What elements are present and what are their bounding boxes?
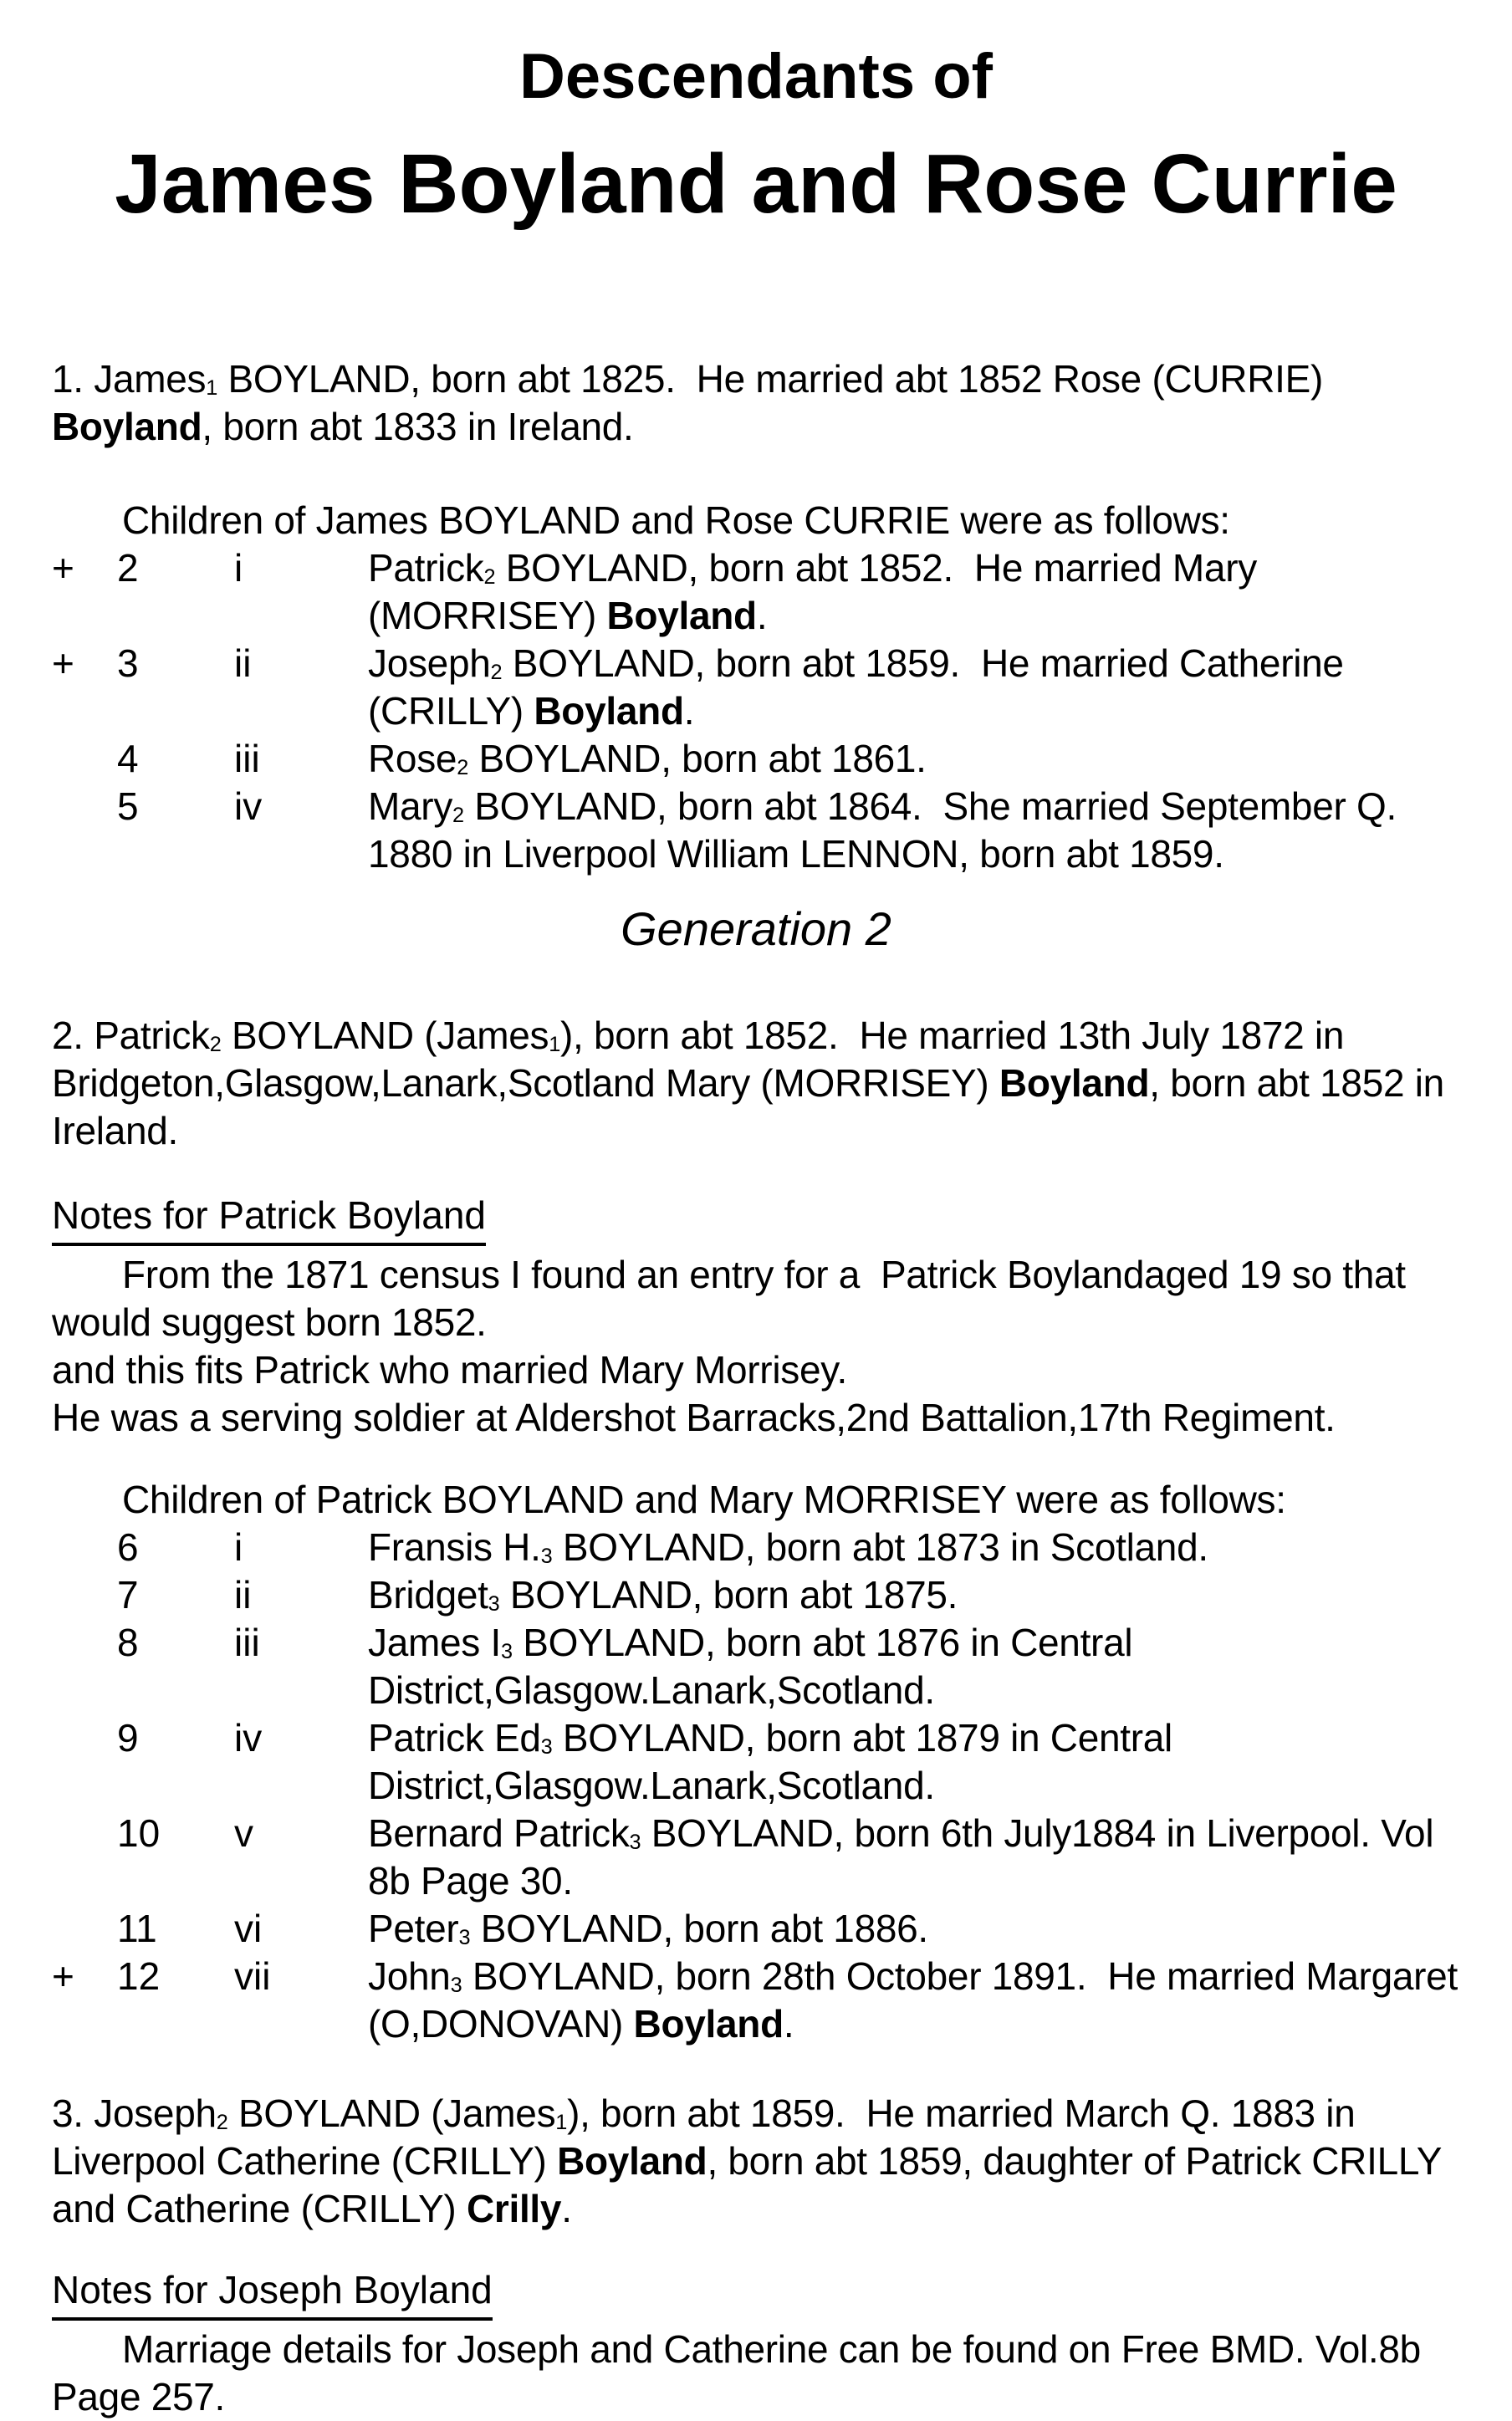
child-row xyxy=(52,1905,1460,1953)
text-segment: Marriage details for Joseph and Catherine can be found on Free BMD. Vol.8b xyxy=(122,2327,1421,2371)
generation-2-heading: Generation 2 xyxy=(621,902,891,955)
child-roman-numeral: ii xyxy=(234,1573,252,1617)
person-1-entry xyxy=(52,355,1460,451)
child-roman-numeral: vii xyxy=(234,1954,271,1998)
text-segment: 1880 in Liverpool William LENNON, born abt 1859. xyxy=(368,832,1224,876)
generation-subscript: 3 xyxy=(450,1974,462,1998)
text-segment: BOYLAND, born 28th October 1891. He married Margaret xyxy=(462,1954,1458,1998)
child-text xyxy=(368,1619,1460,1714)
person-2-notes-heading xyxy=(52,1192,1460,1246)
child-roman-numeral: iv xyxy=(234,1716,263,1760)
text-segment: Patrick xyxy=(368,546,484,590)
child-roman-numeral: ii xyxy=(234,641,252,685)
child-text xyxy=(368,1953,1460,2048)
generation-subscript: 1 xyxy=(206,376,218,401)
text-segment: BOYLAND, born abt 1859. He married Catherine xyxy=(502,641,1344,685)
person-2-notes xyxy=(52,1251,1460,1442)
person-3-notes-heading-text: Notes for Joseph Boyland xyxy=(52,2266,493,2321)
document-title-line1: Descendants of xyxy=(519,41,993,112)
text-segment: . xyxy=(683,689,695,733)
document-title-line2: James Boyland and Rose Currie xyxy=(115,137,1397,231)
text-segment: . xyxy=(561,2187,572,2230)
child-number: 7 xyxy=(117,1573,139,1617)
person-1-children-list xyxy=(52,544,1460,878)
child-roman-numeral: v xyxy=(234,1811,253,1855)
generation-subscript: 1 xyxy=(549,1033,561,1057)
text-segment: Mary xyxy=(368,784,453,828)
text-segment: (CRILLY) xyxy=(368,689,534,733)
text-segment: (MORRISEY) xyxy=(368,594,607,637)
generation-subscript: 3 xyxy=(500,1640,513,1664)
text-segment: Ireland. xyxy=(52,1109,179,1152)
child-plus-indicator: + xyxy=(52,641,74,685)
text-segment: Patrick Ed xyxy=(368,1716,541,1760)
child-text xyxy=(368,1524,1460,1571)
text-segment: Joseph xyxy=(368,641,491,685)
child-text xyxy=(368,735,1460,783)
person-2-children-header: Children of Patrick BOYLAND and Mary MORRISEY were as follows: xyxy=(122,1478,1286,1521)
child-row xyxy=(52,1953,1460,2048)
child-row xyxy=(52,783,1460,878)
text-segment: Rose xyxy=(368,737,457,780)
text-segment: Boyland xyxy=(534,689,684,733)
child-number: 4 xyxy=(117,737,139,780)
text-segment: BOYLAND, born abt 1864. She married September Q. xyxy=(463,784,1397,828)
text-segment: BOYLAND (James xyxy=(221,1014,549,1057)
text-segment: BOYLAND, born abt 1861. xyxy=(467,737,927,780)
text-segment: Fransis H. xyxy=(368,1525,541,1569)
text-segment: BOYLAND, born 6th July1884 in Liverpool. Vol xyxy=(641,1811,1434,1855)
text-segment: District,Glasgow.Lanark,Scotland. xyxy=(368,1668,935,1712)
generation-subscript: 2 xyxy=(216,2111,228,2135)
child-number: 8 xyxy=(117,1621,139,1664)
child-row xyxy=(52,1810,1460,1905)
child-number: 3 xyxy=(117,641,139,685)
child-text xyxy=(368,783,1460,878)
child-roman-numeral: iii xyxy=(234,1621,260,1664)
person-2-entry xyxy=(52,1012,1460,1155)
generation-subscript: 2 xyxy=(209,1033,222,1057)
text-segment: BOYLAND (James xyxy=(227,2092,556,2135)
text-segment: Peter xyxy=(368,1907,459,1950)
text-segment: Boyland xyxy=(52,405,202,448)
text-segment: , born abt 1833 in Ireland. xyxy=(202,405,634,448)
child-plus-indicator: + xyxy=(52,546,74,590)
text-segment: 8b Page 30. xyxy=(368,1859,573,1903)
text-segment: ), born abt 1859. He married March Q. 1883 in xyxy=(567,2092,1356,2135)
text-segment: . xyxy=(783,2002,794,2046)
text-segment: . xyxy=(756,594,768,637)
child-text xyxy=(368,640,1460,735)
child-number: 2 xyxy=(117,546,139,590)
child-number: 11 xyxy=(117,1907,157,1950)
text-segment: BOYLAND, born abt 1873 in Scotland. xyxy=(552,1525,1208,1569)
person-2-notes-heading-text: Notes for Patrick Boyland xyxy=(52,1192,486,1246)
child-roman-numeral: iv xyxy=(234,784,263,828)
text-segment: BOYLAND, born abt 1852. He married Mary xyxy=(495,546,1257,590)
text-segment: and Catherine (CRILLY) xyxy=(52,2187,467,2230)
text-segment: and this fits Patrick who married Mary Morrisey. xyxy=(52,1348,847,1392)
text-segment: Boyland xyxy=(999,1061,1150,1105)
text-segment: Page 257. xyxy=(52,2375,226,2418)
generation-subscript: 1 xyxy=(555,2111,568,2135)
text-segment: John xyxy=(368,1954,451,1998)
text-segment: He was a serving soldier at Aldershot Barracks,2nd Battalion,17th Regiment. xyxy=(52,1396,1336,1439)
person-1-children-header: Children of James BOYLAND and Rose CURRIE were as follows: xyxy=(122,498,1230,542)
text-segment: BOYLAND, born abt 1825. He married abt 1852 Rose (CURRIE) xyxy=(217,357,1324,401)
text-segment: Bridget xyxy=(368,1573,488,1617)
child-row xyxy=(52,1524,1460,1571)
text-segment: , born abt 1859, daughter of Patrick CRILLY xyxy=(707,2139,1443,2183)
child-row xyxy=(52,640,1460,735)
generation-subscript: 2 xyxy=(457,756,468,780)
text-segment: , born abt 1852 in xyxy=(1149,1061,1444,1105)
generation-subscript: 2 xyxy=(490,661,503,685)
text-segment: BOYLAND, born abt 1886. xyxy=(470,1907,928,1950)
child-text xyxy=(368,1905,1460,1953)
person-3-notes-heading xyxy=(52,2266,1460,2321)
text-segment: Liverpool Catherine (CRILLY) xyxy=(52,2139,558,2183)
child-number: 9 xyxy=(117,1716,139,1760)
text-segment: James I xyxy=(368,1621,501,1664)
generation-subscript: 3 xyxy=(540,1735,553,1760)
child-plus-indicator: + xyxy=(52,1954,74,1998)
child-roman-numeral: iii xyxy=(234,737,260,780)
generation-subscript: 3 xyxy=(458,1926,471,1950)
child-number: 10 xyxy=(117,1811,161,1855)
child-row xyxy=(52,1714,1460,1810)
person-2-children-list xyxy=(52,1524,1460,2048)
text-segment: From the 1871 census I found an entry for a Patrick Boylandaged 19 so that xyxy=(122,1253,1406,1296)
text-segment: (O,DONOVAN) xyxy=(368,2002,634,2046)
generation-subscript: 2 xyxy=(452,804,464,828)
text-segment: ), born abt 1852. He married 13th July 1872 in xyxy=(560,1014,1345,1057)
child-text xyxy=(368,1571,1460,1619)
generation-subscript: 3 xyxy=(540,1545,553,1569)
generation-subscript: 2 xyxy=(483,565,496,590)
child-roman-numeral: vi xyxy=(234,1907,263,1950)
text-segment: would suggest born 1852. xyxy=(52,1300,487,1344)
child-row xyxy=(52,1571,1460,1619)
child-row xyxy=(52,1619,1460,1714)
text-segment: 1. James xyxy=(52,357,207,401)
text-segment: Crilly xyxy=(466,2187,562,2230)
child-row xyxy=(52,735,1460,783)
text-segment: Boyland xyxy=(557,2139,707,2183)
text-segment: BOYLAND, born abt 1879 in Central xyxy=(552,1716,1172,1760)
child-number: 6 xyxy=(117,1525,139,1569)
text-segment: 2. Patrick xyxy=(52,1014,210,1057)
child-text xyxy=(368,1714,1460,1810)
child-text xyxy=(368,1810,1460,1905)
text-segment: Bernard Patrick xyxy=(368,1811,630,1855)
text-segment: Bridgeton,Glasgow,Lanark,Scotland Mary (MORRISEY) xyxy=(52,1061,999,1105)
child-roman-numeral: i xyxy=(234,546,243,590)
generation-subscript: 3 xyxy=(488,1592,500,1617)
person-3-entry xyxy=(52,2090,1460,2233)
child-roman-numeral: i xyxy=(234,1525,243,1569)
child-number: 12 xyxy=(117,1954,161,1998)
person-3-notes xyxy=(52,2326,1460,2421)
child-number: 5 xyxy=(117,784,139,828)
text-segment: Boyland xyxy=(606,594,757,637)
text-segment: Boyland xyxy=(633,2002,784,2046)
text-segment: 3. Joseph xyxy=(52,2092,217,2135)
text-segment: BOYLAND, born abt 1875. xyxy=(499,1573,958,1617)
child-text xyxy=(368,544,1460,640)
generation-subscript: 3 xyxy=(629,1831,641,1855)
text-segment: BOYLAND, born abt 1876 in Central xyxy=(512,1621,1133,1664)
child-row xyxy=(52,544,1460,640)
text-segment: District,Glasgow.Lanark,Scotland. xyxy=(368,1764,935,1807)
